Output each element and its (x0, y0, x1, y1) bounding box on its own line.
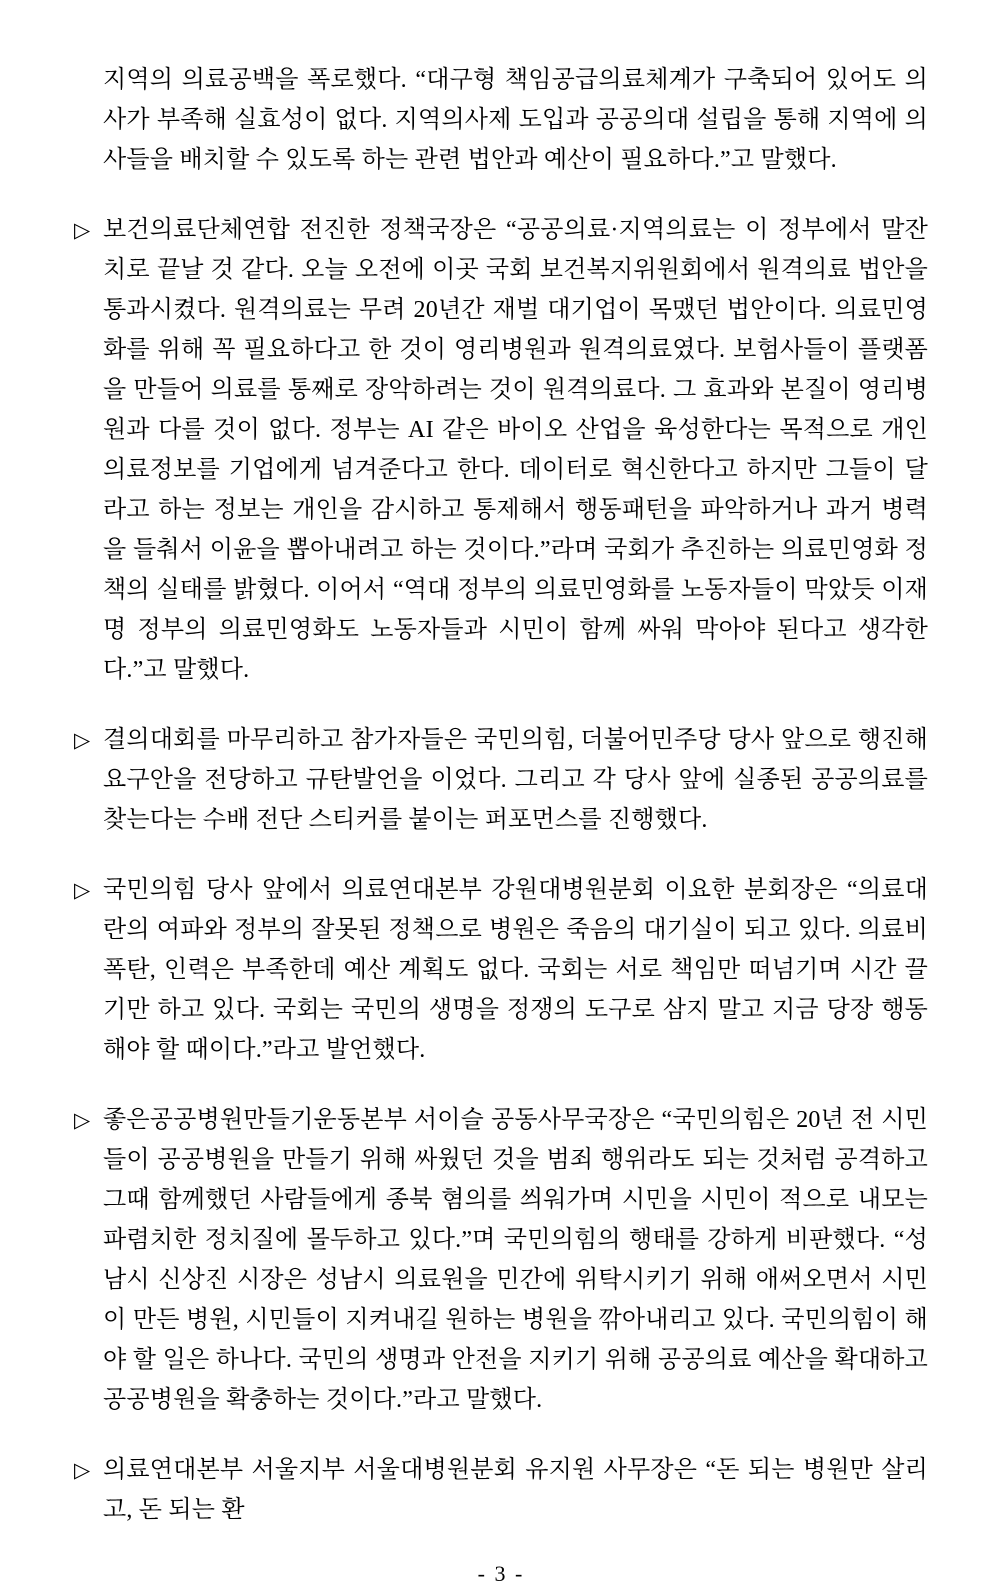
paragraph-statement-seo-iseul (74, 1100, 928, 1420)
page-number: - 3 - (477, 1561, 525, 1586)
paragraph-text: 국민의힘 당사 앞에서 의료연대본부 강원대병원분회 이요한 분회장은 “의료대란의 여파와 정부의 잘못된 정책으로 병원은 죽음의 대기실이 되고 있다. 의료비 폭탄, 인력은 부족한데 예산 계획도 없다. 국회는 서로 책임만 떠넘기며 시간 끌기만 하고 있다. 국회는 국민의 생명을 정쟁의 도구로 삼지 말고 지금 당장 행동 해야 할 때이다.”라고 발언했다. (103, 877, 928, 1063)
paragraph-statement-jeon-jinhan (74, 210, 928, 690)
paragraph-text: 의료연대본부 서울지부 서울대병원분회 유지원 사무장은 “돈 되는 병원만 살리고, 돈 되는 환 (103, 1457, 928, 1523)
paragraph-text: 결의대회를 마무리하고 참가자들은 국민의힘, 더불어민주당 당사 앞으로 행진해 요구안을 전당하고 규탄발언을 이었다. 그리고 각 당사 앞에 실종된 공공의료를 찾는다는 수배 전단 스티커를 붙이는 퍼포먼스를 진행했다. (103, 727, 928, 833)
triangle-bullet-icon: ▷ (74, 878, 91, 902)
paragraph-text: 보건의료단체연합 전진한 정책국장은 “공공의료·지역의료는 이 정부에서 말잔치로 끝날 것 같다. 오늘 오전에 이곳 국회 보건복지위원회에서 원격의료 법안을 통과시켰다. 원격의료는 무려 20년간 재벌 대기업이 목맸던 법안이다. 의료민영화를 위해 꼭 필요하다고 한 것이 영리병원과 원격의료였다. 보험사들이 플랫폼을 만들어 의료를 통째로 장악하려는 것이 원격의료다. 그 효과와 본질이 영리병원과 다를 것이 없다. 정부는 AI 같은 바이오 산업을 육성한다는 목적으로 개인 의료정보를 기업에게 넘겨준다고 한다. 데이터로 혁신한다고 하지만 그들이 달라고 하는 정보는 개인을 감시하고 통제해서 행동패턴을 파악하거나 과거 병력을 들춰서 이윤을 뽑아내려고 하는 것이다.”라며 국회가 추진하는 의료민영화 정책의 실태를 밝혔다. 이어서 “역대 정부의 의료민영화를 노동자들이 막았듯 이재명 정부의 의료민영화도 노동자들과 시민이 함께 싸워 막아야 된다고 생각한다.”고 말했다. (103, 217, 928, 683)
triangle-bullet-icon: ▷ (74, 1108, 91, 1132)
paragraph-statement-yu-jiwon (74, 1450, 928, 1530)
paragraph-text: 지역의 의료공백을 폭로했다. “대구형 책임공급의료체계가 구축되어 있어도 의사가 부족해 실효성이 없다. 지역의사제 도입과 공공의대 설립을 통해 지역에 의사들을 배치할 수 있도록 하는 관련 법안과 예산이 필요하다.”고 말했다. (103, 67, 928, 173)
paragraph-continued (74, 60, 928, 180)
paragraph-statement-lee-yohan (74, 870, 928, 1070)
triangle-bullet-icon: ▷ (74, 218, 91, 242)
triangle-bullet-icon: ▷ (74, 1458, 91, 1482)
paragraph-march-performance (74, 720, 928, 840)
paragraph-text: 좋은공공병원만들기운동본부 서이슬 공동사무국장은 “국민의힘은 20년 전 시민들이 공공병원을 만들기 위해 싸웠던 것을 범죄 행위라도 되는 것처럼 공격하고 그때 함께했던 사람들에게 종북 혐의를 씌워가며 시민을 시민이 적으로 내모는 파렴치한 정치질에 몰두하고 있다.”며 국민의힘의 행태를 강하게 비판했다. “성남시 신상진 시장은 성남시 의료원을 민간에 위탁시키기 위해 애써오면서 시민이 만든 병원, 시민들이 지켜내길 원하는 병원을 깎아내리고 있다. 국민의힘이 해야 할 일은 하나다. 국민의 생명과 안전을 지키기 위해 공공의료 예산을 확대하고 공공병원을 확충하는 것이다.”라고 말했다. (103, 1107, 928, 1413)
triangle-bullet-icon: ▷ (74, 728, 91, 752)
